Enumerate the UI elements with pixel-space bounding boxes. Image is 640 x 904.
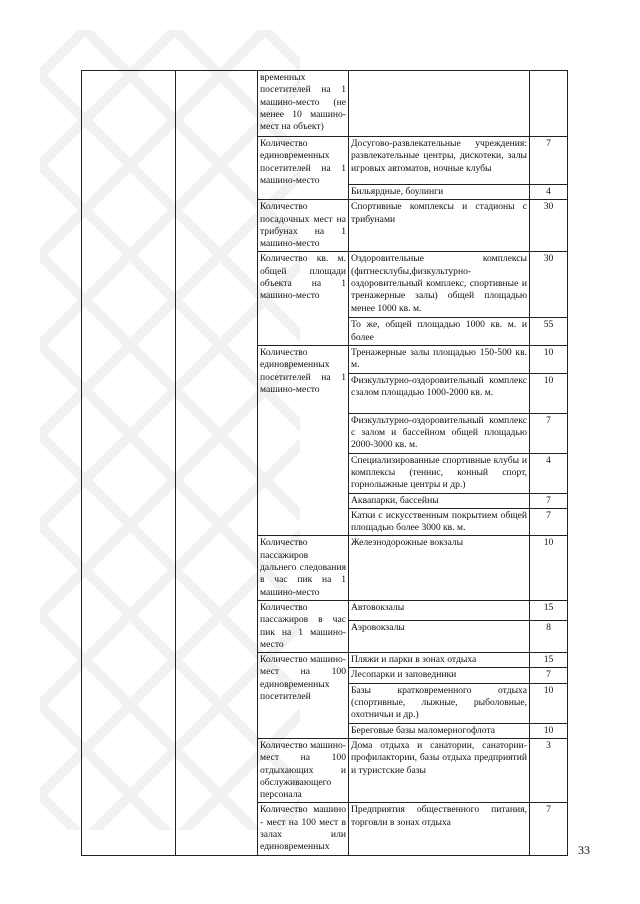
table-body [82,71,568,856]
indicator-cell: Количество единовременных посетителей на 1 машино-место [258,137,349,200]
parking-norms-table [81,70,568,856]
norm-value-cell: 15 [530,600,568,620]
norm-value-cell: 7 [530,668,568,683]
object-type-cell: Автовокзалы [349,600,530,620]
indicator-cell: Количество машино-мест на 100 единовременных посетителей [258,653,349,739]
object-type-cell: Специализированные спортивные клубы и комплексы (теннис, конный спорт, горнолыжные центры и др.) [349,453,530,493]
norm-value-cell: 8 [530,621,568,653]
object-type-cell: Физкультурно-оздоровительный комплекс с залом и бассейном общей площадью 2000-3000 кв. м. [349,413,530,453]
object-type-cell: Оздоровительные комплексы (фитнесклубы,физкультурно-оздоровительный комплекс, спортивные и тренажерные залы) общей площадью менее 1000 кв. м. [349,252,530,318]
object-type-cell: Предприятия общественного питания, торговли в зонах отдыха [349,803,530,855]
norm-value-cell: 7 [530,493,568,508]
indicator-cell: Количество машино - мест на 100 мест в залах или единовременных [258,803,349,855]
object-type-cell: Спортивные комплексы и стадионы с трибунами [349,200,530,252]
indicator-cell: Количество пассажиров дальнего следования в час пик на 1 машино-место [258,536,349,600]
indicator-cell: Количество единовременных посетителей на 1 машино-место [258,346,349,536]
norm-value-cell: 7 [530,803,568,855]
object-type-cell: Лесопарки и заповедники [349,668,530,683]
page-number: 33 [578,843,590,857]
object-type-cell: Бильярдные, боулинги [349,185,530,200]
object-type-cell: Физкультурно-оздоровительный комплекс сзалом площадью 1000-2000 кв. м. [349,373,530,413]
object-type-cell: Железнодорожные вокзалы [349,536,530,600]
object-type-cell: То же, общей площадью 1000 кв. м. и более [349,318,530,346]
norm-value-cell: 55 [530,318,568,346]
norm-value-cell: 7 [530,137,568,185]
norm-value-cell: 7 [530,413,568,453]
norm-value-cell: 10 [530,683,568,723]
indicator-cell: Количество посадочных мест на трибунах на 1 машино-место [258,200,349,252]
blank-cell-1 [82,71,176,856]
norm-value-cell: 4 [530,453,568,493]
object-type-cell: Аквапарки, бассейны [349,493,530,508]
norm-value-cell: 10 [530,723,568,738]
norm-value-cell: 30 [530,252,568,318]
indicator-cell: временных посетителей на 1 машино-место (не менее 10 машино-мест на объект) [258,71,349,137]
norm-value-cell: 7 [530,508,568,536]
norm-value-cell: 15 [530,653,568,668]
norm-value-cell: 4 [530,185,568,200]
object-type-cell: Тренажерные залы площадью 150-500 кв. м. [349,346,530,374]
object-type-cell [349,71,530,137]
indicator-cell: Количество машино-мест на 100 отдыхающих и обслуживающего персонала [258,738,349,802]
norm-value-cell: 30 [530,200,568,252]
object-type-cell: Пляжи и парки в зонах отдыха [349,653,530,668]
object-type-cell: Аэровокзалы [349,621,530,653]
norm-value-cell: 10 [530,536,568,600]
object-type-cell: Береговые базы маломерногофлота [349,723,530,738]
norm-value-cell: 3 [530,738,568,802]
table-row [82,71,568,137]
object-type-cell: Базы кратковременного отдыха (спортивные, лыжные, рыболовные, охотничьи и др.) [349,683,530,723]
norm-value-cell [530,71,568,137]
object-type-cell: Досугово-развлекательные учреждения: развлекательные центры, дискотеки, залы игровых автоматов, ночные клубы [349,137,530,185]
object-type-cell: Дома отдыха и санатории, санатории-профилактории, базы отдыха предприятий и туристские базы [349,738,530,802]
object-type-cell: Катки с искусственным покрытием общей площадью более 3000 кв. м. [349,508,530,536]
blank-cell-2 [176,71,258,856]
norm-value-cell: 10 [530,346,568,374]
norm-value-cell: 10 [530,373,568,413]
indicator-cell: Количество кв. м. общей площади объекта на 1 машино-место [258,252,349,346]
indicator-cell: Количество пассажиров в час пик на 1 машино-место [258,600,349,652]
